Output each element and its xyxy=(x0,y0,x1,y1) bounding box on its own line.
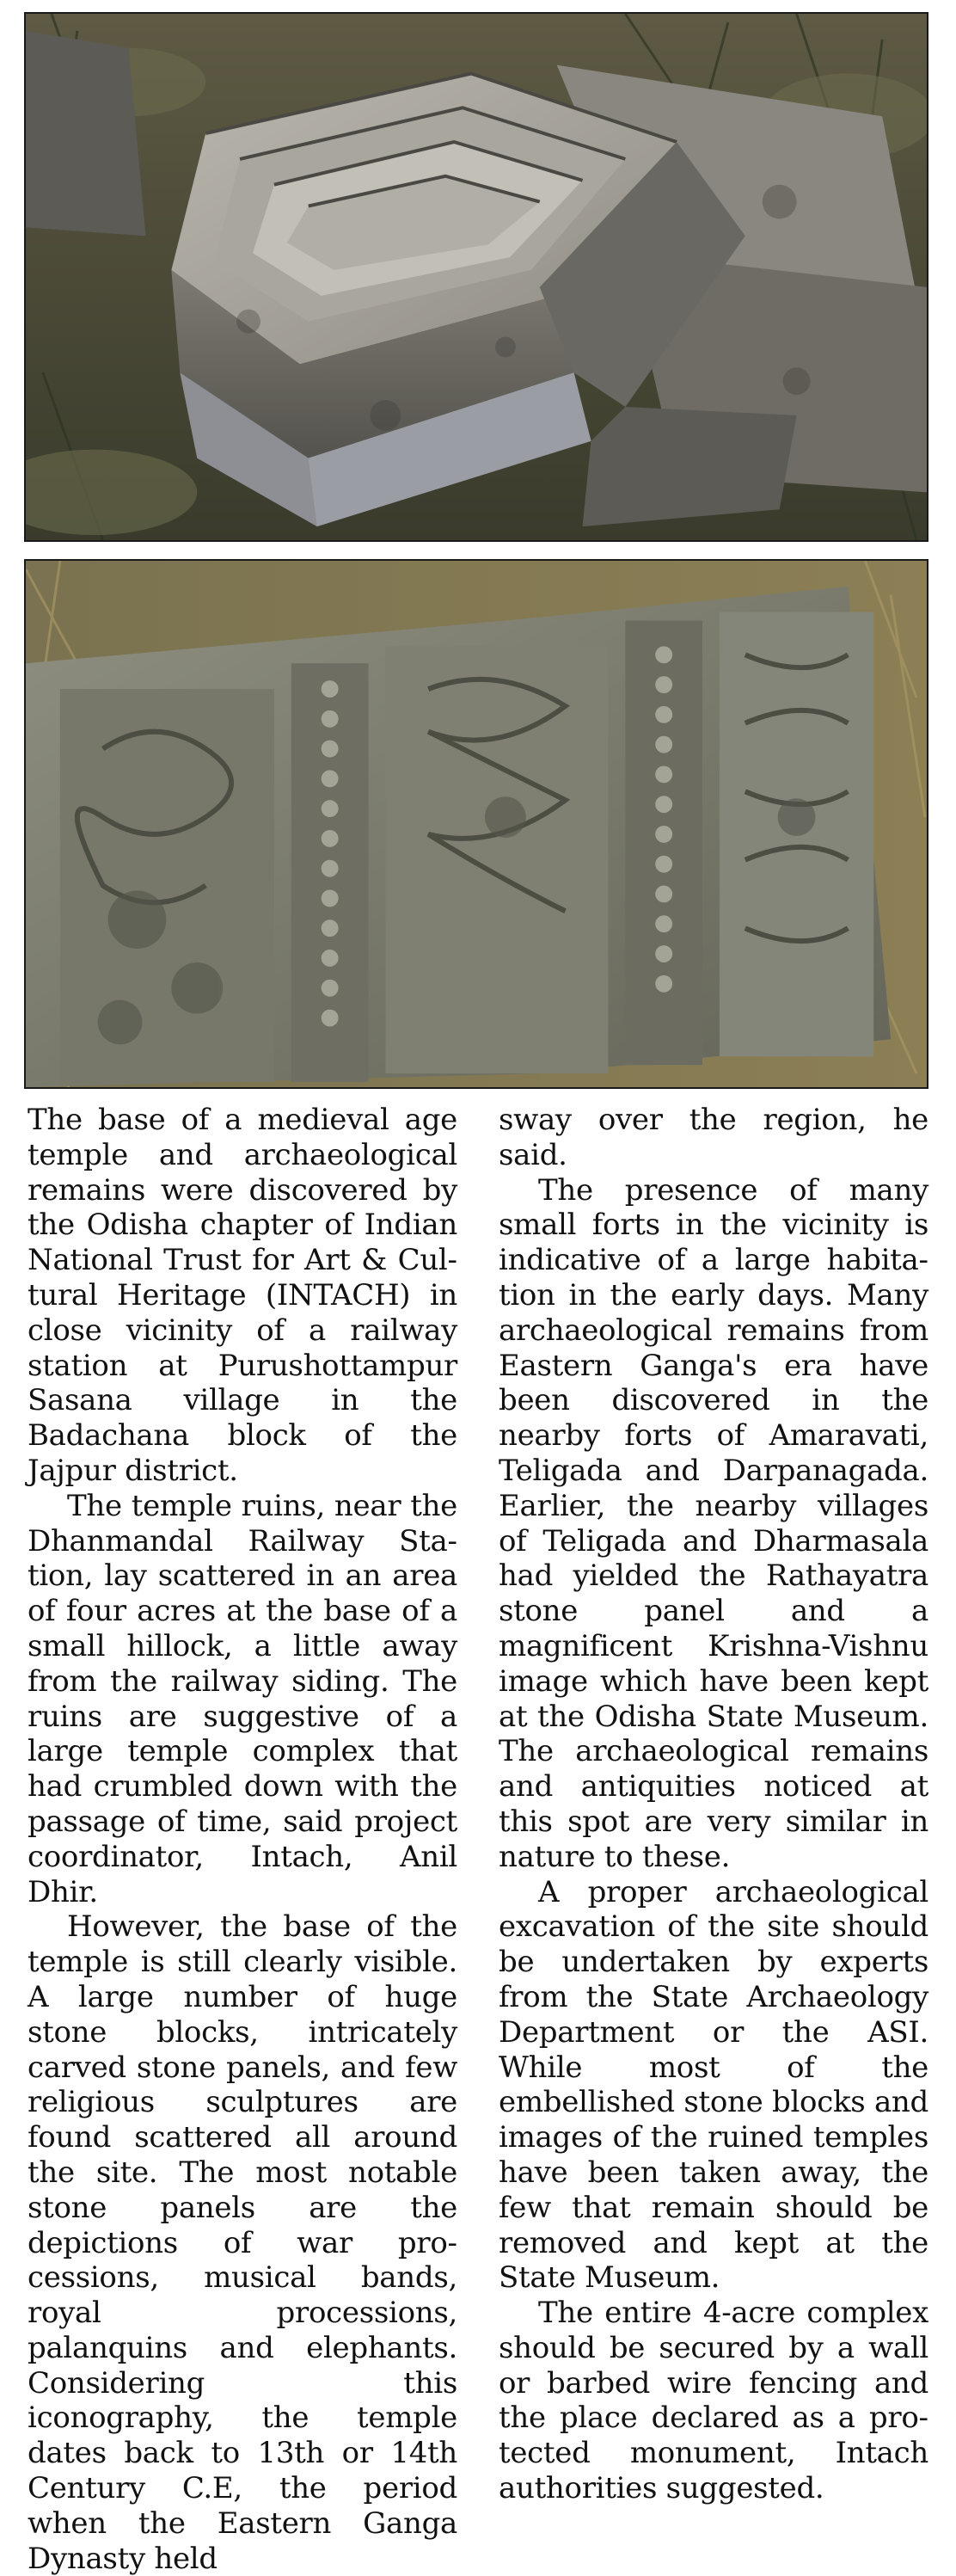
article-paragraph: sway over the region, he said. xyxy=(499,1103,928,1172)
carved-stone-panel-photo xyxy=(24,559,928,1089)
article-paragraph: The base of a medieval age temple and archaeological remains were discovered by the Odisha chapter of Indian National Trust for Art & Cultural Heritage (INTACH) in close vicinity of a railway station at Purushottampur Sasana village in the Badachana block of the Jajpur district. xyxy=(28,1103,457,1488)
article-paragraph: The presence of many small forts in the vicinity is indicative of a large habitation in the early days. Many archaeological remains from Eastern Ganga's era have been discovered in the nearby forts of Amaravati, Teligada and Darpanagada. Earlier, the nearby villages of Teligada and Dharmasala had yielded the Rathayatra stone panel and a magnificent Krishna-Vishnu image which have been kept at the Odisha State Museum. The archaeological remains and antiquities noticed at this spot are very similar in nature to these. xyxy=(499,1172,928,1874)
article-paragraph: The temple ruins, near the Dhanmandal Railway Station, lay scattered in an area of four acres at the base of a small hillock, a little away from the railway siding. The ruins are suggestive of a large temple complex that had crumbled down with the passage of time, said project coordinator, Intach, Anil Dhir. xyxy=(28,1488,457,1909)
article-column-right xyxy=(499,1103,928,2522)
article-paragraph: However, the base of the temple is still clearly visible. A large number of huge stone blocks, intricately carved stone panels, and few religious sculptures are found scattered all around the site. The most notable stone panels are the depictions of war processions, musical bands, royal processions, palanquins and elephants. Considering this iconography, the temple dates back to 13th or 14th Century C.E, the period when the Eastern Ganga Dynasty held xyxy=(28,1909,457,2576)
article-body xyxy=(28,1103,928,2576)
temple-base-stones-photo xyxy=(24,12,928,542)
article-paragraph: A proper archaeological excavation of the site should be undertaken by experts from the State Archaeology Department or the ASI. While most of the embellished stone blocks and images of the ruined temples have been taken away, the few that remain should be removed and kept at the State Museum. xyxy=(499,1874,928,2296)
article-paragraph: The entire 4-acre complex should be secured by a wall or barbed wire fencing and the place declared as a protected monument, Intach authorities suggested. xyxy=(499,2296,928,2506)
article-column-left xyxy=(28,1103,457,2576)
